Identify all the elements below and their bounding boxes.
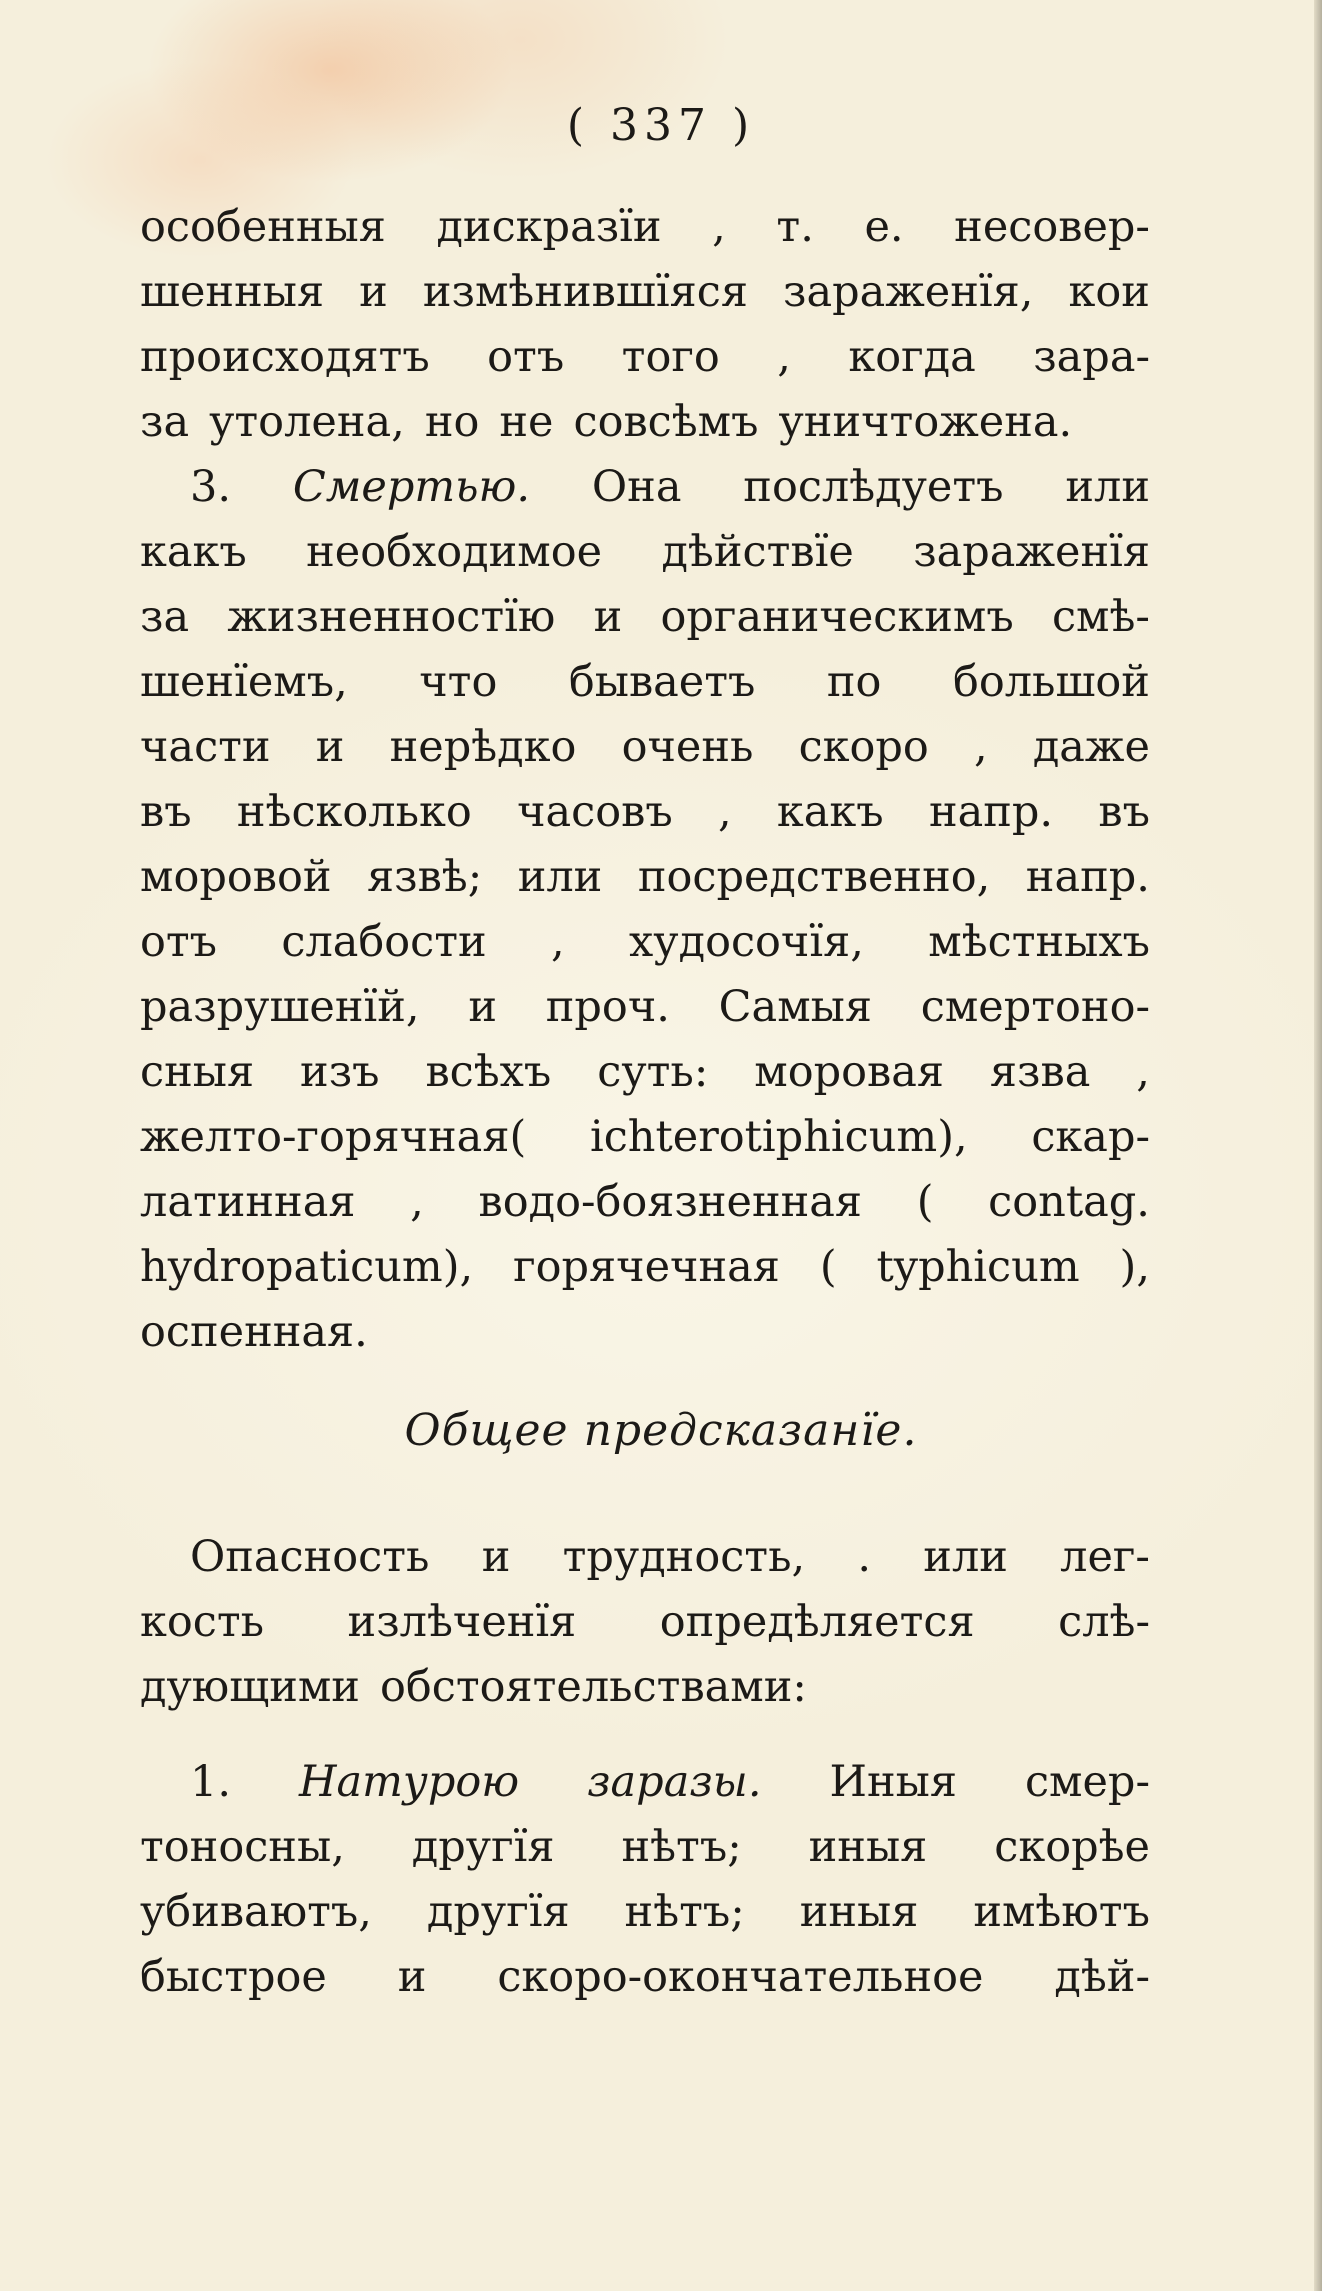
text-line: шенныя и измѣнившїяся зараженїя, кои	[140, 267, 1150, 317]
text-line: особенныя дискразїи , т. е. несовер-	[140, 202, 1150, 252]
text-line: какъ необходимое дѣйствїе зараженїя	[140, 527, 1150, 577]
text-line: тоносны, другїя нѣтъ; иныя скорѣе	[140, 1822, 1150, 1872]
text-line: желто-горячная( ichterotiphicum), скар-	[140, 1112, 1150, 1162]
text-line: латинная , водо-боязненная ( contag.	[140, 1177, 1150, 1227]
section-heading: Общее предсказанїе.	[404, 1405, 918, 1456]
text-line: кость излѣченїя опредѣляется слѣ-	[140, 1597, 1150, 1647]
page-number: ( 337 )	[566, 100, 756, 151]
text-line: 1. Натурою заразы. Иныя смер-	[190, 1757, 1150, 1807]
text-line: Опасность и трудность, . или лег-	[190, 1532, 1150, 1582]
text-line: за утолена, но не совсѣмъ уничтожена.	[140, 397, 1073, 447]
text-line: въ нѣсколько часовъ , какъ напр. въ	[140, 787, 1150, 837]
text-line: убиваютъ, другїя нѣтъ; иныя имѣютъ	[140, 1887, 1150, 1937]
paragraph-block-2	[140, 1525, 1150, 1720]
paragraph-block-1	[140, 195, 1150, 1365]
text-line: сныя изъ всѣхъ суть: моровая язва ,	[140, 1047, 1150, 1097]
text-line: дующими обстоятельствами:	[140, 1662, 807, 1712]
text-line: оспенная.	[140, 1307, 368, 1357]
text-line: шенїемъ, что бываетъ по большой	[140, 657, 1150, 707]
text-line: разрушенїй, и проч. Самыя смертоно-	[140, 982, 1150, 1032]
text-line: моровой язвѣ; или посредственно, напр.	[140, 852, 1150, 902]
paragraph-block-3	[140, 1750, 1150, 2010]
text-line: происходятъ отъ того , когда зара-	[140, 332, 1150, 382]
text-line: за жизненностїю и органическимъ смѣ-	[140, 592, 1150, 642]
text-line: части и нерѣдко очень скоро , даже	[140, 722, 1150, 772]
text-line: hydropaticum), горячечная ( typhicum ),	[140, 1242, 1150, 1292]
text-line: 3. Смертью. Она послѣдуетъ или	[190, 462, 1150, 512]
page-edge	[1314, 0, 1322, 2291]
text-line: отъ слабости , худосочїя, мѣстныхъ	[140, 917, 1150, 967]
text-line: быстрое и скоро-окончательное дѣй-	[140, 1952, 1150, 2002]
